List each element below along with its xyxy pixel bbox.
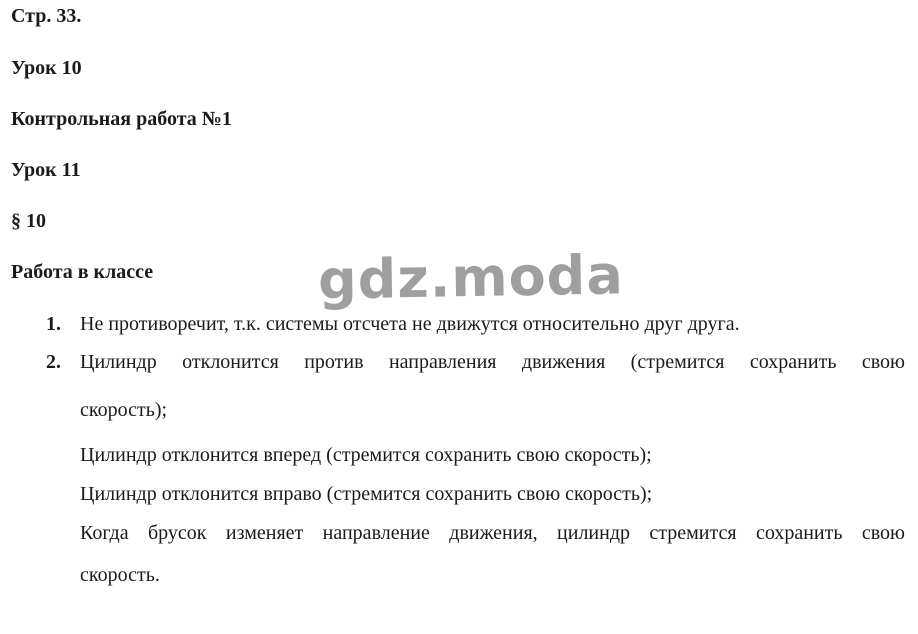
lesson-10-heading: Урок 10 <box>11 57 82 79</box>
test-heading: Контрольная работа №1 <box>11 108 232 130</box>
answer-text-line: Цилиндр отклонится вправо (стремится сохранить свою скорость); <box>80 483 653 505</box>
page-number: Стр. 33. <box>11 5 82 27</box>
answer-text-line: Цилиндр отклонится вперед (стремится сохранить свою скорость); <box>80 444 652 466</box>
answer-text-line: Цилиндр отклонится против направления движения (стремится сохранить свою <box>80 351 905 373</box>
classwork-heading: Работа в классе <box>11 261 154 283</box>
item-number: 2. <box>46 351 61 373</box>
answer-text-line: скорость); <box>80 399 168 421</box>
answer-text-line: скорость. <box>80 564 160 586</box>
lesson-11-heading: Урок 11 <box>11 159 81 181</box>
paragraph-heading: § 10 <box>11 210 46 232</box>
watermark-logo: gdz.moda <box>317 243 625 312</box>
answer-text-line: Не противоречит, т.к. системы отсчета не движутся относительно друг друга. <box>80 313 740 335</box>
answer-text-line: Когда брусок изменяет направление движения, цилиндр стремится сохранить свою <box>80 522 905 544</box>
item-number: 1. <box>46 313 61 335</box>
